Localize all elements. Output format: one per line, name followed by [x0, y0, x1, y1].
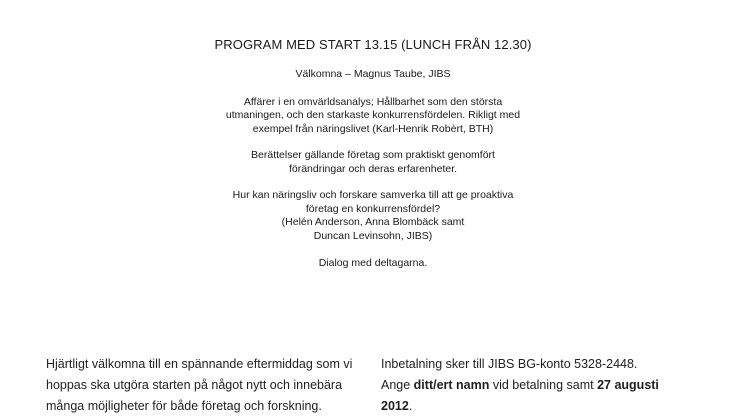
program-item-company-stories	[0, 149, 746, 176]
program-line: exempel från näringslivet (Karl-Henrik Robèrt, BTH)	[252, 122, 494, 135]
welcome-line: många möjligheter för både företag och forskning.	[46, 399, 322, 413]
payment-text-fragment: Ange	[381, 378, 414, 392]
payment-text-fragment: .	[408, 399, 413, 413]
program-line: Duncan Levinsohn, JIBS)	[313, 229, 433, 242]
payment-line-1: Inbetalning sker till JIBS BG-konto 5328-2448.	[381, 357, 638, 371]
program-line: förändringar och deras erfarenheter.	[288, 162, 458, 175]
payment-year-emphasis: 2012	[381, 399, 409, 413]
program-item-collaboration	[0, 189, 746, 243]
program-line: Affärer i en omvärldsanalys; Hållbarhet som den största	[243, 95, 503, 108]
program-item-welcome	[0, 68, 746, 82]
payment-text	[381, 354, 701, 417]
program-item-business-analysis	[0, 96, 746, 137]
program-section	[0, 36, 746, 271]
program-title: PROGRAM MED START 13.15 (LUNCH FRÅN 12.30)	[214, 37, 532, 52]
payment-name-emphasis: ditt/ert namn	[413, 378, 490, 392]
payment-line-2	[381, 375, 701, 396]
program-line: Berättelser gällande företag som praktiskt genomfört	[251, 149, 495, 161]
payment-date-emphasis: 27 augusti	[597, 378, 659, 392]
payment-line-3	[381, 396, 701, 417]
program-line: utmaningen, och den starkaste konkurrensfördelen. Rikligt med	[225, 109, 521, 121]
program-line: företag en konkurrensfördel?	[305, 202, 441, 215]
welcome-line: Hjärtligt välkomna till en spännande eftermiddag som vi	[46, 357, 353, 371]
program-line: Välkomna – Magnus Taube, JIBS	[295, 68, 451, 80]
program-line: (Helén Anderson, Anna Blombäck samt	[281, 216, 465, 228]
program-line: Hur kan näringsliv och forskare samverka till att ge proaktiva	[232, 189, 514, 201]
program-line: Dialog med deltagarna.	[318, 257, 428, 269]
payment-text-fragment: vid betalning samt	[489, 378, 598, 392]
program-item-dialog	[0, 257, 746, 271]
welcome-line: hoppas ska utgöra starten på något nytt och innebära	[46, 378, 343, 392]
welcome-text	[46, 354, 366, 417]
